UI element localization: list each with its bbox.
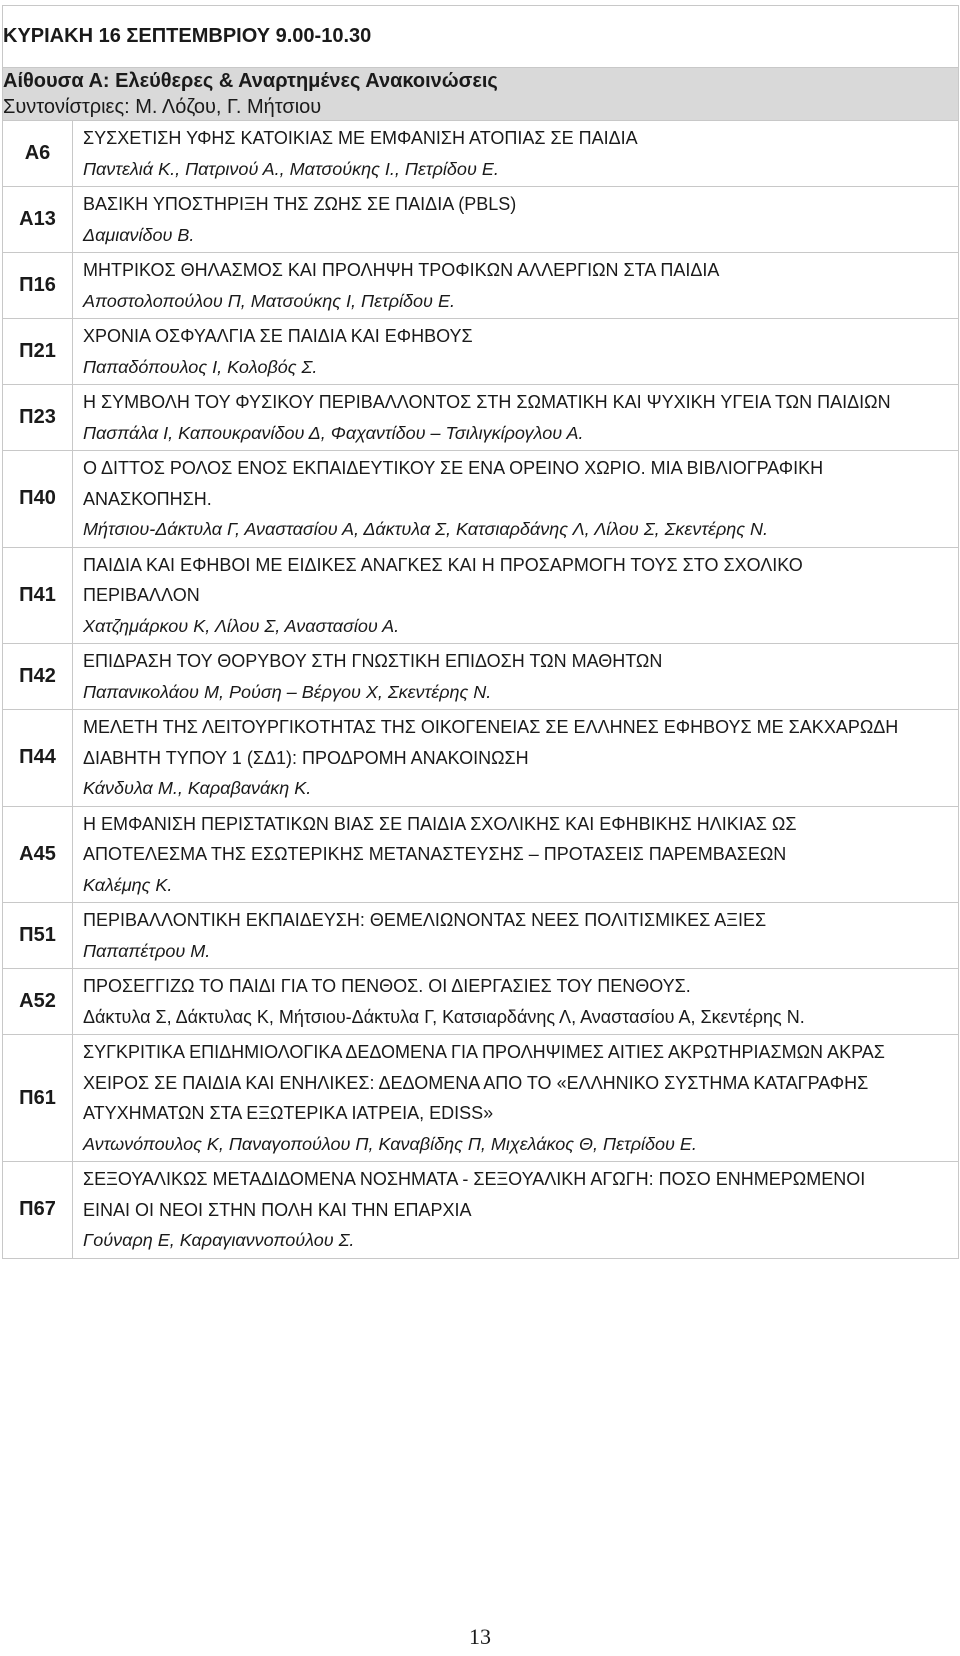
presentation-title-line: ΧΕΙΡΟΣ ΣΕ ΠΑΙΔΙΑ ΚΑΙ ΕΝΗΛΙΚΕΣ: ΔΕΔΟΜΕΝΑ ΑΠΟ ΤΟ «ΕΛΛΗΝΙΚΟ ΣΥΣΤΗΜΑ ΚΑΤΑΓΡΑΦΗΣ [83, 1072, 869, 1093]
presentation-details [73, 1035, 959, 1162]
table-row [3, 187, 959, 253]
presentation-title-line: ΑΠΟΤΕΛΕΣΜΑ ΤΗΣ ΕΣΩΤΕΡΙΚΗΣ ΜΕΤΑΝΑΣΤΕΥΣΗΣ – ΠΡΟΤΑΣΕΙΣ ΠΑΡΕΜΒΑΣΕΩΝ [83, 844, 787, 864]
table-row [3, 451, 959, 548]
page-number: 13 [469, 1624, 491, 1649]
presentation-title-line: ΕΠΙΔΡΑΣΗ ΤΟΥ ΘΟΡΥΒΟΥ ΣΤΗ ΓΝΩΣΤΙΚΗ ΕΠΙΔΟΣΗ ΤΩΝ ΜΑΘΗΤΩΝ [83, 651, 663, 671]
presentation-authors: Μήτσιου-Δάκτυλα Γ, Αναστασίου Α, Δάκτυλα Σ, Κατσιαρδάνης Λ, Λίλου Σ, Σκεντέρης Ν. [83, 519, 769, 539]
presentation-title-line: Η ΣΥΜΒΟΛΗ ΤΟΥ ΦΥΣΙΚΟΥ ΠΕΡΙΒΑΛΛΟΝΤΟΣ ΣΤΗ ΣΩΜΑΤΙΚΗ ΚΑΙ ΨΥΧΙΚΗ ΥΓΕΙΑ ΤΩΝ ΠΑΙΔΙΩΝ [83, 392, 891, 412]
presentation-details [73, 253, 959, 319]
presentation-title-line: ΑΤΥΧΗΜΑΤΩΝ ΣΤΑ ΕΞΩΤΕΡΙΚΑ ΙΑΤΡΕΙΑ, EDISS» [83, 1103, 494, 1123]
table-row [3, 1162, 959, 1259]
presentation-title-line: Η ΕΜΦΑΝΙΣΗ ΠΕΡΙΣΤΑΤΙΚΩΝ ΒΙΑΣ ΣΕ ΠΑΙΔΙΑ ΣΧΟΛΙΚΗΣ ΚΑΙ ΕΦΗΒΙΚΗΣ ΗΛΙΚΙΑΣ ΩΣ [83, 813, 797, 834]
presentation-authors: Παπαπέτρου Μ. [83, 940, 211, 961]
presentation-title-line: ΠΑΙΔΙΑ ΚΑΙ ΕΦΗΒΟΙ ΜΕ ΕΙΔΙΚΕΣ ΑΝΑΓΚΕΣ ΚΑΙ Η ΠΡΟΣΑΡΜΟΓΗ ΤΟΥΣ ΣΤΟ ΣΧΟΛΙΚΟ [83, 554, 803, 575]
presentation-details [73, 903, 959, 969]
presentation-title-line: Ο ΔΙΤΤΟΣ ΡΟΛΟΣ ΕΝΟΣ ΕΚΠΑΙΔΕΥΤΙΚΟΥ ΣΕ ΕΝΑ ΟΡΕΙΝΟ ΧΩΡΙΟ. ΜΙΑ ΒΙΒΛΙΟΓΡΑΦΙΚΗ [83, 458, 824, 478]
presentation-code: Π23 [3, 385, 73, 451]
presentation-authors: Αντωνόπουλος Κ, Παναγοπούλου Π, Καναβίδης Π, Μιχελάκος Θ, Πετρίδου Ε. [83, 1133, 697, 1154]
session-table [2, 5, 959, 1259]
presentation-authors: Δαμιανίδου Β. [83, 224, 195, 245]
presentation-title-line: ΑΝΑΣΚΟΠΗΣΗ. [83, 488, 212, 509]
presentation-title-line: ΣΕΞΟΥΑΛΙΚΩΣ ΜΕΤΑΔΙΔΟΜΕΝΑ ΝΟΣΗΜΑΤΑ - ΣΕΞΟΥΑΛΙΚΗ ΑΓΩΓΗ: ΠΟΣΟ ΕΝΗΜΕΡΩΜΕΝΟΙ [83, 1169, 866, 1189]
presentation-title-line: ΧΡΟΝΙΑ ΟΣΦΥΑΛΓΙΑ ΣΕ ΠΑΙΔΙΑ ΚΑΙ ΕΦΗΒΟΥΣ [83, 326, 473, 346]
presentation-details [73, 969, 959, 1035]
table-row [3, 644, 959, 710]
presentation-title-line: ΠΕΡΙΒΑΛΛΟΝ [83, 585, 200, 605]
presentation-authors: Καλέμης Κ. [83, 874, 173, 895]
presentation-code: Π44 [3, 710, 73, 807]
presentation-details [73, 187, 959, 253]
table-row [3, 121, 959, 187]
presentation-details [73, 385, 959, 451]
presentation-code: Α52 [3, 969, 73, 1035]
presentation-details [73, 806, 959, 903]
presentation-authors: Κάνδυλα Μ., Καραβανάκη Κ. [83, 778, 312, 798]
presentation-title-line: ΠΡΟΣΕΓΓΙΖΩ ΤΟ ΠΑΙΔΙ ΓΙΑ ΤΟ ΠΕΝΘΟΣ. ΟΙ ΔΙΕΡΓΑΣΙΕΣ ΤΟΥ ΠΕΝΘΟΥΣ. [83, 976, 691, 996]
presentation-title-line: ΣΥΓΚΡΙΤΙΚΑ ΕΠΙΔΗΜΙΟΛΟΓΙΚΑ ΔΕΔΟΜΕΝΑ ΓΙΑ ΠΡΟΛΗΨΙΜΕΣ ΑΙΤΙΕΣ ΑΚΡΩΤΗΡΙΑΣΜΩΝ ΑΚΡΑΣ [83, 1042, 885, 1062]
presentation-code: Α13 [3, 187, 73, 253]
presentation-details [73, 121, 959, 187]
presentation-code: Π51 [3, 903, 73, 969]
presentation-details [73, 644, 959, 710]
hall-cell [3, 68, 959, 121]
presentation-title-line: ΠΕΡΙΒΑΛΛΟΝΤΙΚΗ ΕΚΠΑΙΔΕΥΣΗ: ΘΕΜΕΛΙΩΝΟΝΤΑΣ ΝΕΕΣ ΠΟΛΙΤΙΣΜΙΚΕΣ ΑΞΙΕΣ [83, 910, 767, 930]
presentation-code: Π41 [3, 547, 73, 644]
presentation-code: Α6 [3, 121, 73, 187]
presentation-authors: Παντελιά Κ., Πατρινού Α., Ματσούκης Ι., Πετρίδου Ε. [83, 158, 499, 179]
table-row [3, 969, 959, 1035]
presentation-authors: Πασπάλα Ι, Καπουκρανίδου Δ, Φαχαντίδου – Τσιλιγκίρογλου Α. [83, 422, 584, 443]
presentation-authors: Χατζημάρκου Κ, Λίλου Σ, Αναστασίου Α. [83, 615, 400, 636]
presentation-details [73, 319, 959, 385]
presentation-title-line: ΒΑΣΙΚΗ ΥΠΟΣΤΗΡΙΞΗ ΤΗΣ ΖΩΗΣ ΣΕ ΠΑΙΔΙΑ (PBLS) [83, 194, 517, 214]
table-row [3, 547, 959, 644]
presentation-authors: Δάκτυλα Σ, Δάκτυλας Κ, Μήτσιου-Δάκτυλα Γ, Κατσιαρδάνης Λ, Αναστασίου Α, Σκεντέρης Ν. [83, 1006, 805, 1027]
hall-row [3, 68, 959, 121]
presentation-title-line: ΔΙΑΒΗΤΗ ΤΥΠΟΥ 1 (ΣΔ1): ΠΡΟΔΡΟΜΗ ΑΝΑΚΟΙΝΩΣΗ [83, 747, 529, 768]
table-row [3, 806, 959, 903]
presentation-details [73, 710, 959, 807]
hall-title: Αίθουσα Α: Ελεύθερες & Αναρτημένες Ανακοινώσεις [3, 70, 498, 92]
session-chairs: Συντονίστριες: Μ. Λόζου, Γ. Μήτσιου [3, 96, 322, 118]
presentation-code: Π21 [3, 319, 73, 385]
presentation-authors: Παπανικολάου Μ, Ρούση – Βέργου Χ, Σκεντέρης Ν. [83, 681, 492, 702]
presentation-details [73, 451, 959, 548]
presentation-code: Π16 [3, 253, 73, 319]
presentation-code: Π67 [3, 1162, 73, 1259]
presentation-details [73, 1162, 959, 1259]
presentation-details [73, 547, 959, 644]
presentation-code: Π61 [3, 1035, 73, 1162]
presentation-title-line: ΜΗΤΡΙΚΟΣ ΘΗΛΑΣΜΟΣ ΚΑΙ ΠΡΟΛΗΨΗ ΤΡΟΦΙΚΩΝ ΑΛΛΕΡΓΙΩΝ ΣΤΑ ΠΑΙΔΙΑ [83, 260, 720, 280]
day-heading-row [3, 6, 959, 68]
presentation-authors: Παπαδόπουλος Ι, Κολοβός Σ. [83, 356, 318, 377]
presentation-title-line: ΜΕΛΕΤΗ ΤΗΣ ΛΕΙΤΟΥΡΓΙΚΟΤΗΤΑΣ ΤΗΣ ΟΙΚΟΓΕΝΕΙΑΣ ΣΕ ΕΛΛΗΝΕΣ ΕΦΗΒΟΥΣ ΜΕ ΣΑΚΧΑΡΩΔΗ [83, 717, 899, 737]
presentation-code: Π42 [3, 644, 73, 710]
presentation-authors: Αποστολοπούλου Π, Ματσούκης Ι, Πετρίδου Ε. [83, 290, 455, 311]
presentation-title-line: ΣΥΣΧΕΤΙΣΗ ΥΦΗΣ ΚΑΤΟΙΚΙΑΣ ΜΕ ΕΜΦΑΝΙΣΗ ΑΤΟΠΙΑΣ ΣΕ ΠΑΙΔΙΑ [83, 128, 638, 148]
presentation-authors: Γούναρη Ε, Καραγιαννοπούλου Σ. [83, 1230, 355, 1250]
table-row [3, 710, 959, 807]
table-row [3, 1035, 959, 1162]
presentation-code: Α45 [3, 806, 73, 903]
day-heading: ΚΥΡΙΑΚΗ 16 ΣΕΠΤΕΜΒΡΙΟΥ 9.00-10.30 [3, 6, 959, 68]
table-row [3, 253, 959, 319]
table-row [3, 903, 959, 969]
presentation-code: Π40 [3, 451, 73, 548]
table-row [3, 385, 959, 451]
table-row [3, 319, 959, 385]
presentation-title-line: ΕΙΝΑΙ ΟΙ ΝΕΟΙ ΣΤΗΝ ΠΟΛΗ ΚΑΙ ΤΗΝ ΕΠΑΡΧΙΑ [83, 1199, 472, 1220]
